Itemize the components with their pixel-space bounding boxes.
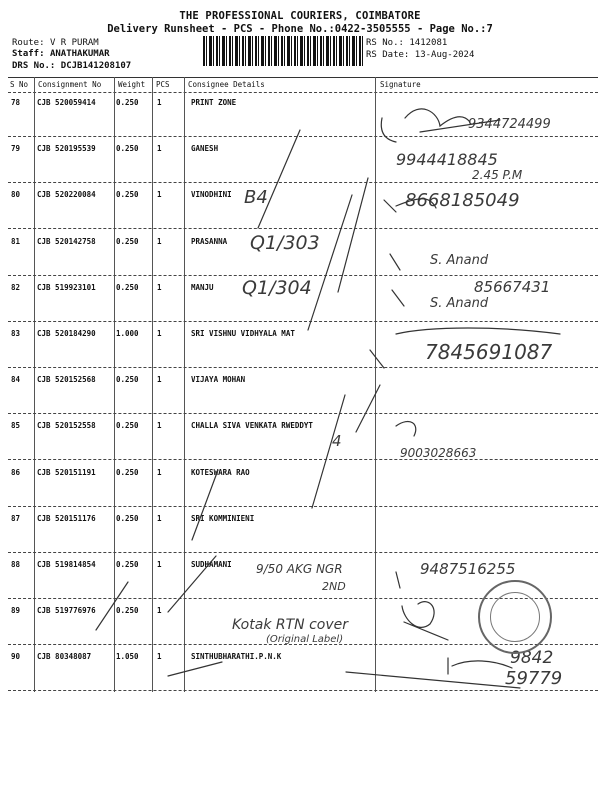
row-consignment-no: CJB 520184290 [37, 329, 96, 338]
handwritten-flat: B4 [244, 187, 268, 208]
row-sno: 78 [11, 98, 21, 107]
row-consignment-no: CJB 520142758 [37, 237, 96, 246]
row-consignment-no: CJB 520195539 [37, 144, 96, 153]
handwritten-number: 9842 [510, 648, 554, 668]
row-sno: 87 [11, 514, 21, 523]
courier-stamp-inner-ring [490, 592, 540, 642]
signature-mark [96, 582, 128, 630]
row-pcs: 1 [157, 421, 162, 430]
signature-mark [402, 602, 448, 640]
row-consignment-no: CJB 519814854 [37, 560, 96, 569]
handwritten-note: 2.45 P.M [472, 168, 523, 182]
drs-value: DCJB141208107 [60, 61, 132, 71]
row-pcs: 1 [157, 237, 162, 246]
row-sno: 85 [11, 421, 21, 430]
handwritten-phone: 7845691087 [425, 340, 553, 364]
signature-mark [338, 178, 368, 292]
col-header-weight: Weight [118, 80, 146, 89]
row-consignment-no: CJB 520220084 [37, 190, 96, 199]
handwritten-address: 2ND [322, 580, 346, 593]
row-consignment-no: CJB 520151191 [37, 468, 96, 477]
row-pcs: 1 [157, 375, 162, 384]
row-weight: 0.250 [116, 514, 139, 523]
rs-no-value: 1412081 [409, 38, 448, 48]
col-header-signature: Signature [380, 80, 421, 89]
row-weight: 0.250 [116, 606, 139, 615]
row-consignment-no: CJB 520152568 [37, 375, 96, 384]
row-consignee: CHALLA SIVA VENKATA RWEDDYT [191, 421, 313, 430]
signature-mark [370, 328, 560, 368]
signature-mark [381, 109, 500, 142]
row-consignee: SINTHUBHARATHI.P.N.K [191, 652, 282, 661]
handwritten-flat: Q1/303 [250, 232, 320, 254]
handwritten-name: S. Anand [430, 253, 489, 268]
row-consignment-no: CJB 80348087 [37, 652, 92, 661]
col-header-consignment: Consignment No [38, 80, 102, 89]
row-weight: 0.250 [116, 375, 139, 384]
handwritten-phone: 9487516255 [420, 560, 516, 578]
row-sno: 86 [11, 468, 21, 477]
row-consignee: VINODHINI [191, 190, 232, 199]
handwritten-phone: 8668185049 [405, 190, 520, 211]
handwritten-number: 4 [332, 432, 342, 450]
row-pcs: 1 [157, 652, 162, 661]
handwritten-note: Kotak RTN cover [232, 617, 348, 633]
signature-mark [396, 572, 400, 588]
handwritten-number: 59779 [505, 668, 563, 689]
signature-mark [396, 421, 416, 436]
row-weight: 0.250 [116, 190, 139, 199]
route-value: V R PURAM [49, 38, 99, 48]
row-pcs: 1 [157, 190, 162, 199]
courier-stamp [478, 580, 552, 654]
row-weight: 1.050 [116, 652, 139, 661]
row-consignment-no: CJB 519923101 [37, 283, 96, 292]
row-sno: 84 [11, 375, 21, 384]
row-weight: 0.250 [116, 421, 139, 430]
row-pcs: 1 [157, 606, 162, 615]
drs-label: DRS No.: [12, 61, 56, 71]
row-pcs: 1 [157, 329, 162, 338]
row-consignee: MANJU [191, 283, 214, 292]
row-weight: 0.250 [116, 144, 139, 153]
row-weight: 1.000 [116, 329, 139, 338]
row-weight: 0.250 [116, 98, 139, 107]
row-pcs: 1 [157, 468, 162, 477]
row-consignee: PRASANNA [191, 237, 228, 246]
rs-date-value: 13-Aug-2024 [414, 50, 475, 60]
col-header-sno: S No [10, 80, 29, 89]
row-sno: 90 [11, 652, 21, 661]
row-pcs: 1 [157, 98, 162, 107]
row-consignee: VIJAYA MOHAN [191, 375, 246, 384]
col-header-consignee: Consignee Details [188, 80, 265, 89]
row-sno: 79 [11, 144, 21, 153]
handwritten-note: (Original Label) [266, 634, 344, 645]
row-weight: 0.250 [116, 560, 139, 569]
route-label: Route: [12, 38, 45, 48]
row-pcs: 1 [157, 283, 162, 292]
row-weight: 0.250 [116, 237, 139, 246]
staff-value: ANATHAKUMAR [49, 49, 110, 59]
row-sno: 82 [11, 283, 21, 292]
row-pcs: 1 [157, 144, 162, 153]
staff-label: Staff: [12, 49, 45, 59]
row-sno: 88 [11, 560, 21, 569]
row-pcs: 1 [157, 514, 162, 523]
signature-mark [346, 658, 520, 688]
row-consignment-no: CJB 520059414 [37, 98, 96, 107]
row-consignment-no: CJB 519776976 [37, 606, 96, 615]
rs-no-label: RS No.: [366, 38, 404, 48]
handwritten-flat: Q1/304 [242, 277, 312, 299]
row-sno: 80 [11, 190, 21, 199]
row-consignment-no: CJB 520151176 [37, 514, 96, 523]
signature-mark [312, 385, 380, 508]
row-weight: 0.250 [116, 283, 139, 292]
rs-date-label: RS Date: [366, 50, 410, 60]
row-sno: 89 [11, 606, 21, 615]
handwritten-name: S. Anand [430, 296, 489, 311]
row-consignee: SUDHAMANI [191, 560, 232, 569]
row-consignee: PRINT ZONE [191, 98, 237, 107]
handwritten-phone: 9003028663 [400, 446, 477, 460]
row-consignee: KOTESWARA RAO [191, 468, 250, 477]
signature-mark [192, 470, 218, 540]
company-title: THE PROFESSIONAL COURIERS, COIMBATORE [179, 10, 421, 22]
signature-mark [390, 254, 404, 306]
row-consignment-no: CJB 520152558 [37, 421, 96, 430]
signature-mark [168, 662, 222, 676]
row-pcs: 1 [157, 560, 162, 569]
handwritten-address: 9/50 AKG NGR [256, 562, 343, 576]
handwritten-phone: 9944418845 [396, 150, 498, 169]
handwritten-phone: 9344724499 [468, 117, 551, 132]
row-consignee: SRI KOMMINIENI [191, 514, 255, 523]
row-sno: 81 [11, 237, 21, 246]
signature-mark [258, 130, 300, 228]
handwritten-phone: 85667431 [474, 278, 551, 296]
signature-mark [384, 199, 436, 212]
row-weight: 0.250 [116, 468, 139, 477]
row-sno: 83 [11, 329, 21, 338]
row-consignee: GANESH [191, 144, 219, 153]
runsheet-subtitle: Delivery Runsheet - PCS - Phone No.:0422-3505555 - Page No.:7 [107, 23, 493, 35]
col-header-pcs: PCS [156, 80, 170, 89]
signature-mark [168, 556, 216, 612]
row-consignee: SRI VISHNU VIDHYALA MAT [191, 329, 295, 338]
